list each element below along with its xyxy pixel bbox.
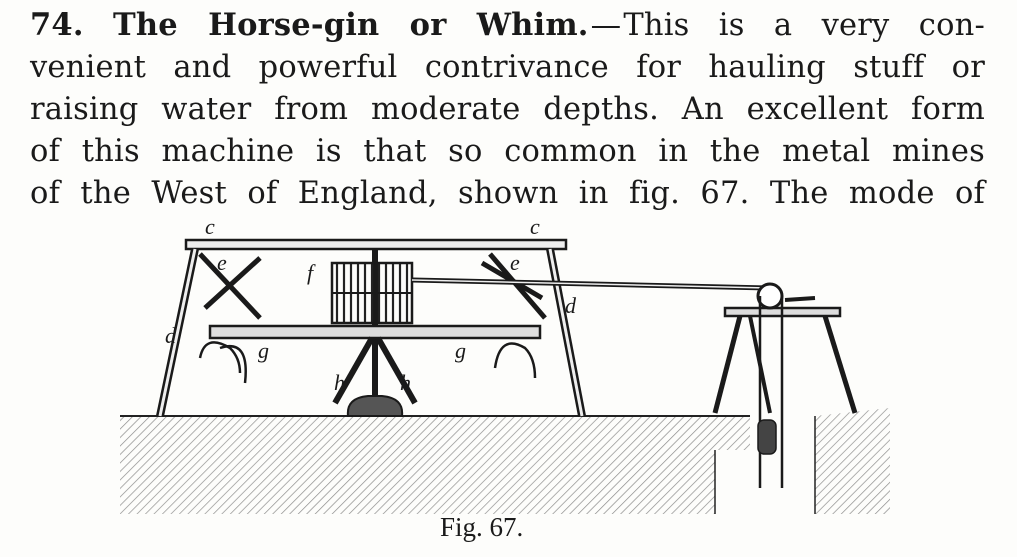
label-c-right: c — [530, 218, 540, 239]
text-line-1: This is a very con- — [623, 8, 985, 43]
label-g-left: g — [258, 338, 269, 363]
label-f: f — [307, 260, 314, 285]
sweep-beam — [200, 326, 540, 383]
figure-caption: Fig. 67. — [440, 512, 524, 542]
horse-gin-illustration — [110, 218, 910, 514]
heading-line — [30, 4, 985, 47]
label-h-right: h — [400, 370, 411, 395]
label-e-left: e — [217, 250, 227, 275]
horse-gin-figure — [110, 218, 910, 514]
section-number: 74. — [30, 7, 84, 43]
label-h-left: h — [334, 370, 345, 395]
label-c-left: c — [205, 218, 215, 239]
em-dash: — — [590, 8, 622, 43]
text-line-4: of this machine is that so common in the metal mines — [30, 134, 985, 169]
text-line-5: of the West of England, shown in fig. 67. The mode of — [30, 176, 985, 211]
winding-drum — [332, 263, 412, 323]
text-line-3: raising water from moderate depths. An excellent form — [30, 92, 985, 127]
label-d-right: d — [565, 293, 576, 318]
section-title: The Horse-gin or Whim. — [112, 7, 589, 43]
label-e-right: e — [510, 250, 520, 275]
text-line-2: venient and powerful contrivance for hauling stuff or — [30, 50, 985, 85]
label-g-right: g — [455, 338, 466, 363]
paragraph — [30, 4, 985, 215]
label-d-left: d — [165, 323, 176, 348]
